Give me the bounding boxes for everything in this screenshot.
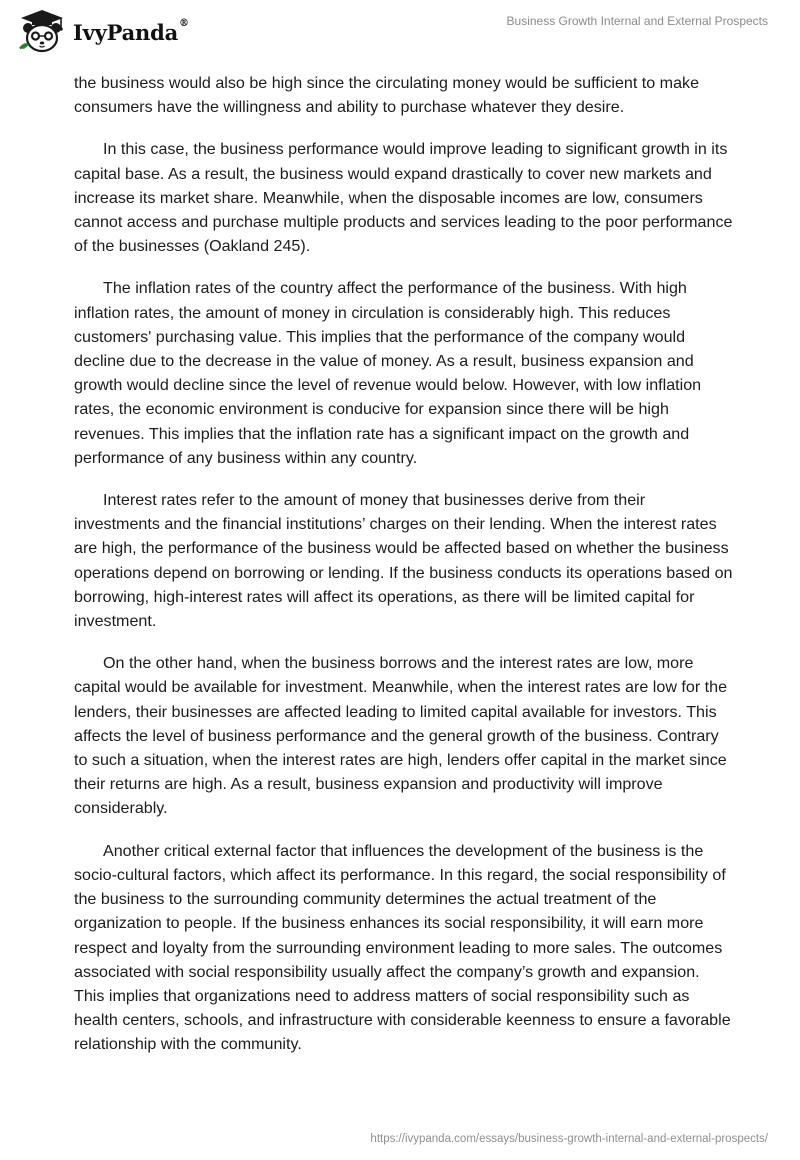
- paragraph: Another critical external factor that influences the development of the business is the socio-cultural factors, which affect its performance. In this regard, the social responsibility of the business to the surrounding community determines the actual treatment of the organization to people. If the business enhances its social responsibility, it will earn more respect and loyalty from the surrounding environment leading to more sales. The outcomes associated with social responsibility usually affect the company’s growth and expansion. This implies that organizations need to address matters of social responsibility such as health centers, schools, and infrastructure with considerable keenness to ensure a favorable relationship with the community.: [74, 841, 731, 1054]
- ivypanda-logo[interactable]: [15, 8, 189, 54]
- source-url[interactable]: https://ivypanda.com/essays/business-growth-internal-and-external-prospects/: [370, 1133, 768, 1145]
- paragraph: In this case, the business performance would improve leading to significant growth in its capital base. As a result, the business would expand drastically to cover new markets and increase its market share. Meanwhile, when the disposable incomes are low, consumers cannot access and purchase multiple products and services leading to the poor performance of the businesses (Oakland 245).: [74, 140, 733, 256]
- document-title: Business Growth Internal and External Prospects: [506, 14, 768, 28]
- paragraph-continued: the business would also be high since the circulating money would be sufficient to make consumers have the willingness and ability to purchase whatever they desire.: [74, 74, 700, 117]
- paragraph: The inflation rates of the country affect the performance of the business. With high inflation rates, the amount of money in circulation is considerably high. This reduces customers' purchasing value. This implies that the performance of the company would decline due to the decrease in the value of money. As a result, business expansion and growth would decline since the level of revenue would below. However, with low inflation rates, the economic environment is conducive for expansion since there will be high revenues. This implies that the inflation rate has a significant impact on the growth and performance of any business within any country.: [74, 279, 702, 467]
- registered-mark: ®: [179, 17, 189, 29]
- essay-body: [74, 71, 734, 1075]
- page-header: [0, 0, 800, 60]
- brand-name: IvyPanda®: [73, 17, 189, 45]
- panda-mascot-icon: [15, 8, 69, 54]
- paragraph: Interest rates refer to the amount of money that businesses derive from their investments and the financial institutions’ charges on their lending. When the interest rates are high, the performance of the business would be affected based on whether the business operations depend on borrowing or lending. If the business conducts its operations based on borrowing, high-interest rates will affect its operations, as there will be limited capital for investment.: [74, 491, 733, 631]
- paragraph: On the other hand, when the business borrows and the interest rates are low, more capital would be available for investment. Meanwhile, when the interest rates are low for the lenders, their businesses are affected leading to limited capital available for investors. This affects the level of business performance and the general growth of the business. Contrary to such a situation, when the interest rates are high, lenders offer capital in the market since their returns are high. As a result, business expansion and productivity will improve considerably.: [74, 654, 728, 818]
